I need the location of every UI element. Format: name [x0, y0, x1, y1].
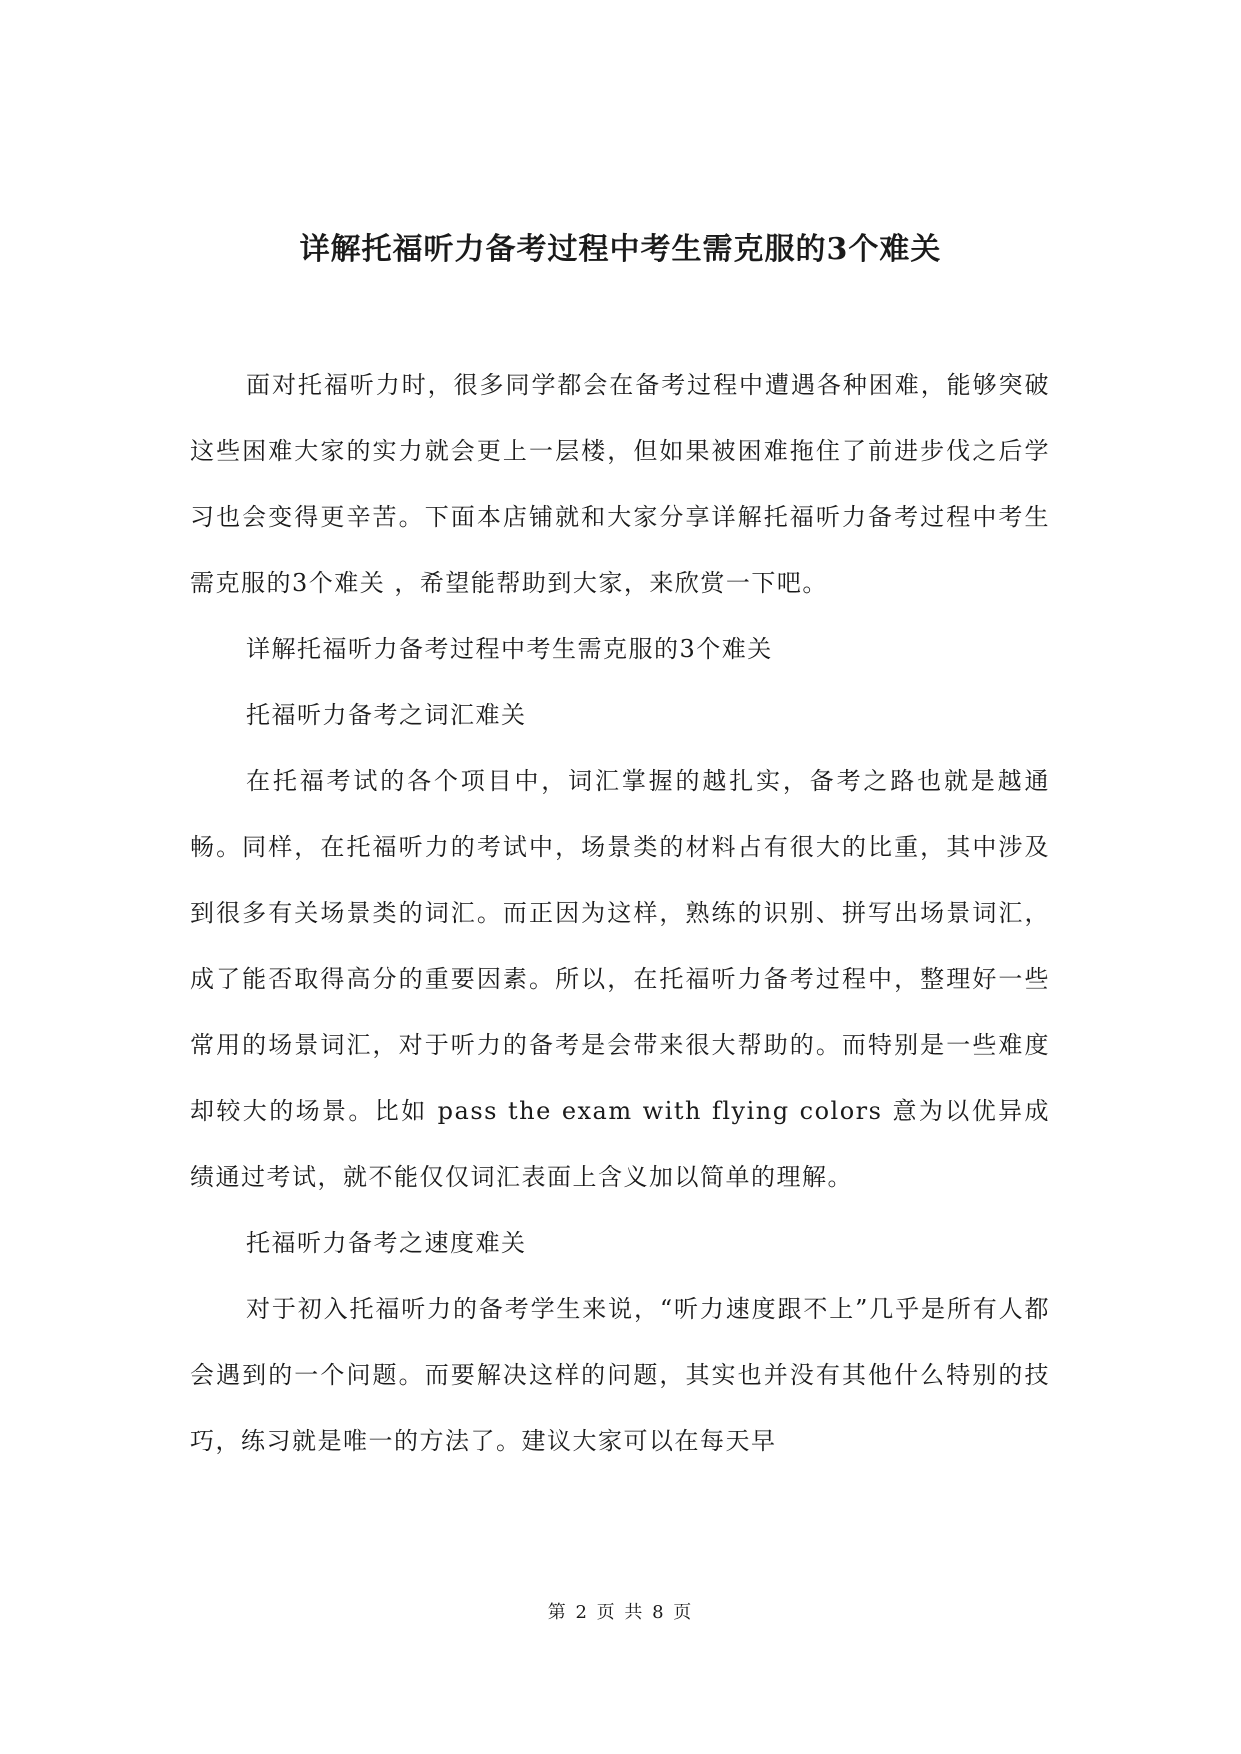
- section-heading-vocabulary: 托福听力备考之词汇难关: [246, 701, 527, 729]
- paragraph-speed: 对于初入托福听力的备考学生来说，“听力速度跟不上”几乎是所有人都会遇到的一个问题。而要解决这样的问题，其实也并没有其他什么特别的技巧，练习就是唯一的方法了。建议大家可以在每天早: [190, 1295, 1050, 1455]
- section-heading-speed: 托福听力备考之速度难关: [246, 1229, 527, 1257]
- paragraph-subtitle: 详解托福听力备考过程中考生需克服的3个难关: [246, 635, 773, 663]
- page-number-footer: 第 2 页 共 8 页: [547, 1602, 694, 1623]
- document-title: 详解托福听力备考过程中考生需克服的3个难关: [299, 232, 942, 267]
- document-body: [190, 352, 1050, 1474]
- paragraph-intro: 面对托福听力时，很多同学都会在备考过程中遭遇各种困难，能够突破这些困难大家的实力就会更上一层楼，但如果被困难拖住了前进步伐之后学习也会变得更辛苦。下面本店铺就和大家分享详解托福听力备考过程中考生需克服的3个难关 ，希望能帮助到大家，来欣赏一下吧。: [190, 371, 1050, 597]
- paragraph-vocabulary: 在托福考试的各个项目中，词汇掌握的越扎实，备考之路也就是越通畅。同样，在托福听力的考试中，场景类的材料占有很大的比重，其中涉及到很多有关场景类的词汇。而正因为这样，熟练的识别、拼写出场景词汇，成了能否取得高分的重要因素。所以，在托福听力备考过程中，整理好一些常用的场景词汇，对于听力的备考是会带来很大帮助的。而特别是一些难度却较大的场景。比如 pass the exam with flying colors 意为以优异成绩通过考试，就不能仅仅词汇表面上含义加以简单的理解。: [190, 767, 1050, 1191]
